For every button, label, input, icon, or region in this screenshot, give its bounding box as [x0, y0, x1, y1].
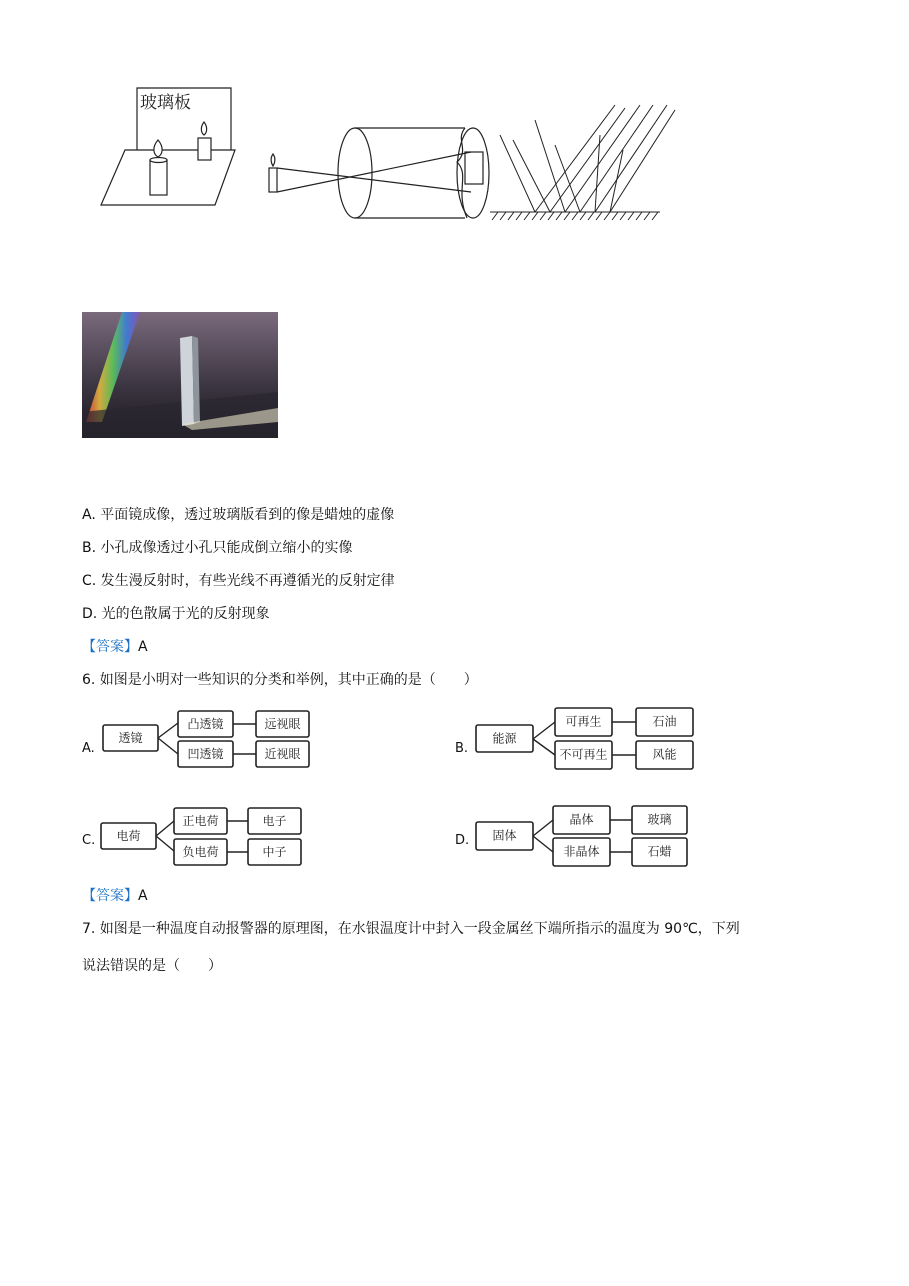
q6-diagram-d: [473, 803, 695, 871]
q6-option-c-letter: C.: [82, 833, 96, 848]
diagram-mid-text: 正电荷: [182, 814, 219, 828]
answer-value: A: [138, 888, 148, 904]
q5-option-a: A. 平面镜成像，透过玻璃版看到的像是蜡烛的虚像: [82, 507, 395, 523]
diagram-mid-text: 非晶体: [563, 844, 600, 859]
pinhole-camera: [269, 128, 489, 218]
prism-dispersion-photo: [82, 312, 278, 438]
q5-answer: [82, 638, 148, 656]
q6-option-b-letter: B.: [455, 741, 469, 756]
q7-stem-line2: 说法错误的是（ ）: [82, 958, 222, 974]
diagram-root-text: 固体: [492, 828, 517, 843]
q6-diagram-c: [98, 804, 308, 870]
glass-plate-label: 玻璃板: [140, 93, 191, 112]
q6-diagram-a: [100, 708, 315, 774]
q7-stem-line1: 7. 如图是一种温度自动报警器的原理图，在水银温度计中封入一段金属丝下端所指示的温度为 90℃，下列: [82, 921, 740, 937]
diagram-leaf-text: 中子: [262, 845, 287, 859]
q6-option-d-letter: D.: [455, 833, 470, 848]
diagram-leaf-text: 风能: [652, 747, 677, 762]
q5-option-d: D. 光的色散属于光的反射现象: [82, 606, 270, 622]
q5-option-c: C. 发生漫反射时，有些光线不再遵循光的反射定律: [82, 573, 395, 589]
answer-tag: 【答案】: [82, 888, 138, 904]
diagram-leaf-text: 玻璃: [647, 812, 672, 827]
q6-option-a-letter: A.: [82, 741, 95, 756]
diagram-mid-text: 可再生: [565, 714, 602, 729]
diagram-root-text: 电荷: [116, 829, 141, 843]
answer-tag: 【答案】: [82, 639, 138, 655]
diagram-mid-text: 负电荷: [182, 845, 219, 859]
diagram-leaf-text: 石蜡: [647, 844, 672, 859]
diagram-mid-text: 凸透镜: [187, 717, 224, 731]
diagram-mid-text: 凹透镜: [187, 747, 224, 761]
diagram-mid-text: 晶体: [569, 812, 594, 827]
optics-figure-top: [95, 80, 685, 230]
diffuse-reflection: [490, 105, 675, 220]
answer-value: A: [138, 639, 148, 655]
q6-answer: [82, 887, 148, 905]
q6-diagram-b: [473, 705, 703, 775]
diagram-leaf-text: 远视眼: [264, 717, 301, 731]
diagram-leaf-text: 石油: [652, 714, 677, 729]
diagram-root-text: 透镜: [118, 731, 143, 745]
diagram-leaf-text: 近视眼: [264, 747, 301, 761]
q6-stem: 6. 如图是小明对一些知识的分类和举例，其中正确的是（ ）: [82, 672, 478, 688]
diagram-root-text: 能源: [492, 731, 517, 746]
diagram-leaf-text: 电子: [262, 814, 287, 828]
q5-option-b: B. 小孔成像透过小孔只能成倒立缩小的实像: [82, 540, 353, 556]
diagram-mid-text: 不可再生: [559, 747, 608, 762]
